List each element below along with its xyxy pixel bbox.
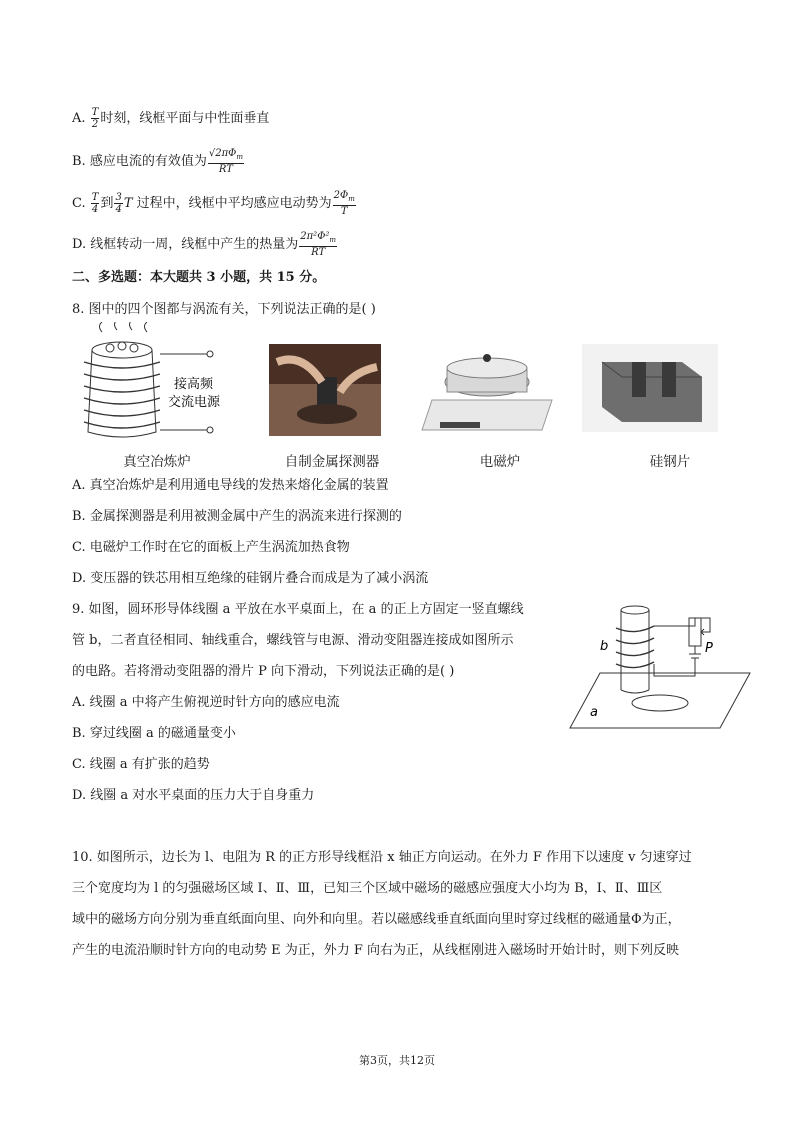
page-footer: 第3页，共12页 xyxy=(359,1054,435,1067)
option-label: A. xyxy=(72,111,86,126)
label-p: P xyxy=(705,641,713,656)
label-a: a xyxy=(590,705,598,720)
frac-den: T xyxy=(340,206,348,217)
frac-den: 2 xyxy=(91,119,99,130)
q10-line-2: 三个宽度均为 l 的匀强磁场区域 Ⅰ、Ⅱ、Ⅲ，已知三个区域中磁场的磁感应强度大小均为 B，Ⅰ、Ⅱ、Ⅲ区 xyxy=(72,881,663,896)
q8-option-c: C. 电磁炉工作时在它的面板上产生涡流加热食物 xyxy=(72,540,350,555)
frac-sub: m xyxy=(329,236,337,244)
frac-den: RT xyxy=(218,164,233,175)
q9-option-b: B. 穿过线圈 a 的磁通量变小 xyxy=(72,726,236,741)
frac-num xyxy=(299,231,337,247)
q7-option-d xyxy=(72,231,338,258)
option-text: 感应电流的有效值为 xyxy=(89,154,207,169)
q7-option-a xyxy=(72,107,269,130)
q10-line-4: 产生的电流沿顺时针方向的电动势 E 为正，外力 F 向右为正，从线框刚进入磁场时开始计时，则下列反映 xyxy=(72,943,680,958)
q10-line-3: 域中的磁场方向分别为垂直纸面向里、向外和向里。若以磁感线垂直纸面向里时穿过线框的磁通量Φ为正， xyxy=(72,912,681,927)
silicon-steel-photo xyxy=(582,344,718,432)
frac-num xyxy=(333,190,356,206)
caption-furnace: 真空冶炼炉 xyxy=(123,454,191,470)
q7-option-c xyxy=(72,190,357,217)
frac-num: 3 xyxy=(115,192,122,203)
fraction xyxy=(208,148,244,175)
fraction xyxy=(114,192,122,215)
q10-line-1: 10. 如图所示，边长为 l、电阻为 R 的正方形导线框沿 x 轴正方向运动。在外力 F 作用下以速度 v 匀速穿过 xyxy=(72,850,692,865)
q7-option-b xyxy=(72,148,245,175)
q8-option-d: D. 变压器的铁芯用相互绝缘的硅钢片叠合而成是为了减小涡流 xyxy=(72,571,429,586)
q8-option-a: A. 真空冶炼炉是利用通电导线的发热来熔化金属的装置 xyxy=(72,478,389,493)
q8-figures xyxy=(72,322,722,442)
fraction xyxy=(91,107,100,130)
q9-option-a: A. 线圈 a 中将产生俯视逆时针方向的感应电流 xyxy=(72,695,340,710)
frac-num-main: 2Φ xyxy=(333,190,349,201)
q9-stem-line-1: 9. 如图，圆环形导体线圈 a 平放在水平桌面上，在 a 的正上方固定一竖直螺线 xyxy=(72,602,524,617)
section-heading: 二、多选题：本大题共 3 小题，共 15 分。 xyxy=(72,270,326,285)
label-b: b xyxy=(600,639,609,654)
furnace-label-2: 交流电源 xyxy=(168,395,221,410)
frac-den: 4 xyxy=(91,204,99,215)
option-text: 线框转动一周，线框中产生的热量为 xyxy=(90,237,299,252)
option-text: 到 xyxy=(100,196,114,211)
caption-cooker: 电磁炉 xyxy=(479,454,521,470)
frac-num xyxy=(208,148,244,164)
q9-stem-line-3: 的电路。若将滑动变阻器的滑片 P 向下滑动，下列说法正确的是( ) xyxy=(72,664,455,679)
q9-option-d: D. 线圈 a 对水平桌面的压力大于自身重力 xyxy=(72,788,315,803)
option-text: 时刻，线框平面与中性面垂直 xyxy=(100,111,270,126)
frac-sub: m xyxy=(348,195,355,203)
q8-option-b: B. 金属探测器是利用被测金属中产生的涡流来进行探测的 xyxy=(72,509,402,524)
frac-den: RT xyxy=(311,247,326,258)
frac-sub: m xyxy=(236,153,243,161)
frac-num: T xyxy=(91,192,99,203)
frac-num-main: √2πΦ xyxy=(208,148,237,159)
furnace-label-1: 接高频 xyxy=(174,377,214,392)
q9-solenoid-figure xyxy=(560,598,760,733)
vacuum-furnace-figure xyxy=(84,322,221,437)
frac-den: 4 xyxy=(115,204,122,215)
option-label: C. xyxy=(72,196,86,211)
fraction xyxy=(91,192,100,215)
q8-stem: 8. 图中的四个图都与涡流有关，下列说法正确的是( ) xyxy=(72,302,376,317)
q9-option-c: C. 线圈 a 有扩张的趋势 xyxy=(72,757,210,772)
option-label: D. xyxy=(72,237,87,252)
fraction xyxy=(299,231,337,258)
frac-num: T xyxy=(91,107,99,118)
caption-detector: 自制金属探测器 xyxy=(284,454,380,470)
fraction xyxy=(333,190,356,217)
frac-num-main: 2π²Φ² xyxy=(300,231,330,242)
math-var: T xyxy=(123,196,133,211)
caption-steel: 硅钢片 xyxy=(649,454,691,470)
option-text: 过程中，线框中平均感应电动势为 xyxy=(132,196,332,211)
induction-cooker-photo xyxy=(422,354,552,430)
metal-detector-photo xyxy=(269,344,381,436)
q9-stem-line-2: 管 b，二者直径相同、轴线重合，螺线管与电源、滑动变阻器连接成如图所示 xyxy=(72,633,514,648)
option-label: B. xyxy=(72,154,86,169)
